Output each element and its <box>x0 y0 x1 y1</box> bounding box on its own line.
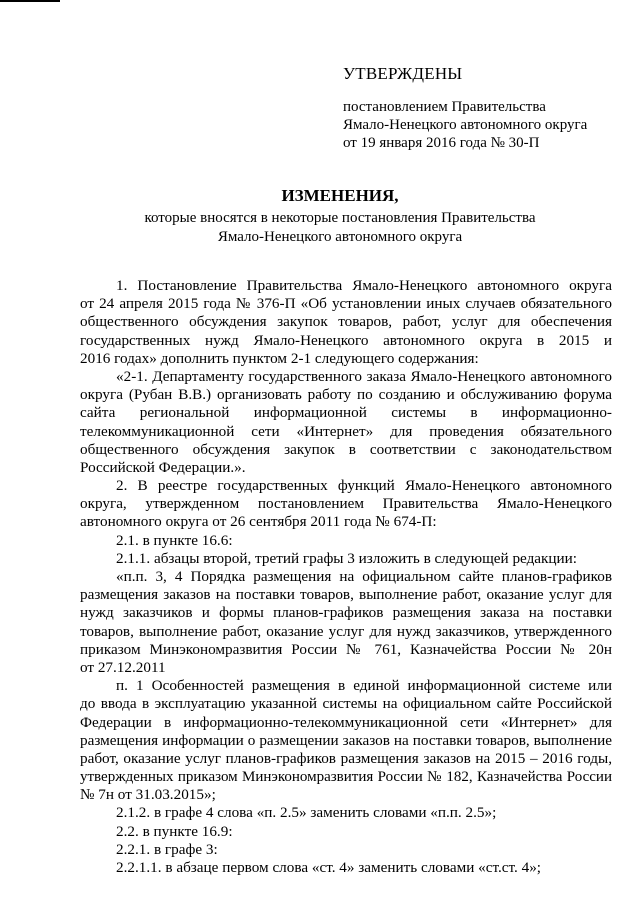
body-line: от 27.12.2011 <box>80 658 166 676</box>
approval-line: от 19 января 2016 года № 30-П <box>343 135 540 151</box>
body-line: округа (Рубан В.В.) организовать работу по созданию и обслуживанию форума <box>80 386 612 404</box>
body-line: размещения заказов на поставки товаров, выполнение работ, оказание услуг для <box>80 586 612 604</box>
body-line: товаров, выполнение работ, оказание услуг для нужд заказчиков, утвержденного <box>80 622 612 640</box>
approval-block <box>343 64 613 152</box>
body-line: «п.п. 3, 4 Порядка размещения на официальном сайте планов-графиков <box>116 568 612 585</box>
document-subtitle: которые вносятся в некоторые постановления Правительства <box>144 210 536 226</box>
body-line: округа, утвержденном постановлением Правительства Ямало-Ненецкого <box>80 495 612 513</box>
body-line: государственных нужд Ямало-Ненецкого автономного округа в 2015 и <box>80 331 612 349</box>
document-heading <box>80 186 600 247</box>
body-line: 2.1. в пункте 16.6: <box>116 531 233 549</box>
top-rule <box>0 0 60 2</box>
body-line: от 24 апреля 2015 года № 376-П «Об установлении иных случаев обязательного <box>80 295 612 313</box>
body-line: 2.2. в пункте 16.9: <box>116 822 233 840</box>
approval-title: УТВЕРЖДЕНЫ <box>343 64 463 83</box>
body-line: телекоммуникационной сети «Интернет» для проведения обязательного <box>80 422 612 440</box>
body-line: п. 1 Особенностей размещения в единой информационной системе или <box>116 677 612 695</box>
body-line: Российской Федерации.». <box>80 458 246 476</box>
body-line: общественного обсуждения закупок товаров, работ, услуг для обеспечения <box>80 313 612 331</box>
document-subtitle: Ямало-Ненецкого автономного округа <box>217 229 463 245</box>
body-line: нужд заказчиков и формы планов-графиков размещения заказа на поставки <box>80 604 612 622</box>
body-line: автономного округа от 26 сентября 2011 года № 674-П: <box>80 513 437 531</box>
body-line: 2.1.1. абзацы второй, третий графы 3 изложить в следующей редакции: <box>116 549 578 567</box>
body-line: 2.2.1.1. в абзаце первом слова «ст. 4» заменить словами «ст.ст. 4»; <box>116 859 542 876</box>
body-line: общественного обсуждения закупок в соответствии с законодательством <box>80 440 612 458</box>
body-line: Федерации в информационно-телекоммуникационной сети «Интернет» для <box>80 713 612 731</box>
body-line: 2.1.2. в графе 4 слова «п. 2.5» заменить словами «п.п. 2.5»; <box>116 804 497 822</box>
body-line: «2-1. Департаменту государственного заказа Ямало-Ненецкого автономного <box>116 367 612 385</box>
document-body <box>80 277 612 877</box>
body-line: 2. В реестре государственных функций Ямало-Ненецкого автономного <box>116 477 612 495</box>
body-line: 2.2.1. в графе 3: <box>116 840 218 858</box>
document-title: ИЗМЕНЕНИЯ, <box>281 186 399 205</box>
body-line: сайта региональной информационной системы в информационно- <box>80 404 612 422</box>
approval-line: постановлением Правительства <box>343 99 546 115</box>
body-line: размещения информации о размещении заказов на поставки товаров, выполнение <box>80 731 612 749</box>
body-line: приказом Минэкономразвития России № 761, Казначейства России № 20н <box>80 640 612 658</box>
body-line: работ, оказание услуг планов-графиков размещения заказов на 2015 – 2016 годы, <box>80 749 612 767</box>
body-line: утвержденных приказом Минэкономразвития России № 182, Казначейства России <box>80 769 612 786</box>
body-line: 1. Постановление Правительства Ямало-Ненецкого автономного округа <box>116 277 612 294</box>
body-line: № 7н от 31.03.2015»; <box>80 786 216 804</box>
body-line: 2016 годах» дополнить пунктом 2-1 следующего содержания: <box>80 349 479 367</box>
approval-line: Ямало-Ненецкого автономного округа <box>343 117 588 133</box>
body-line: до ввода в эксплуатацию указанной системы на официальном сайте Российской <box>80 695 612 713</box>
